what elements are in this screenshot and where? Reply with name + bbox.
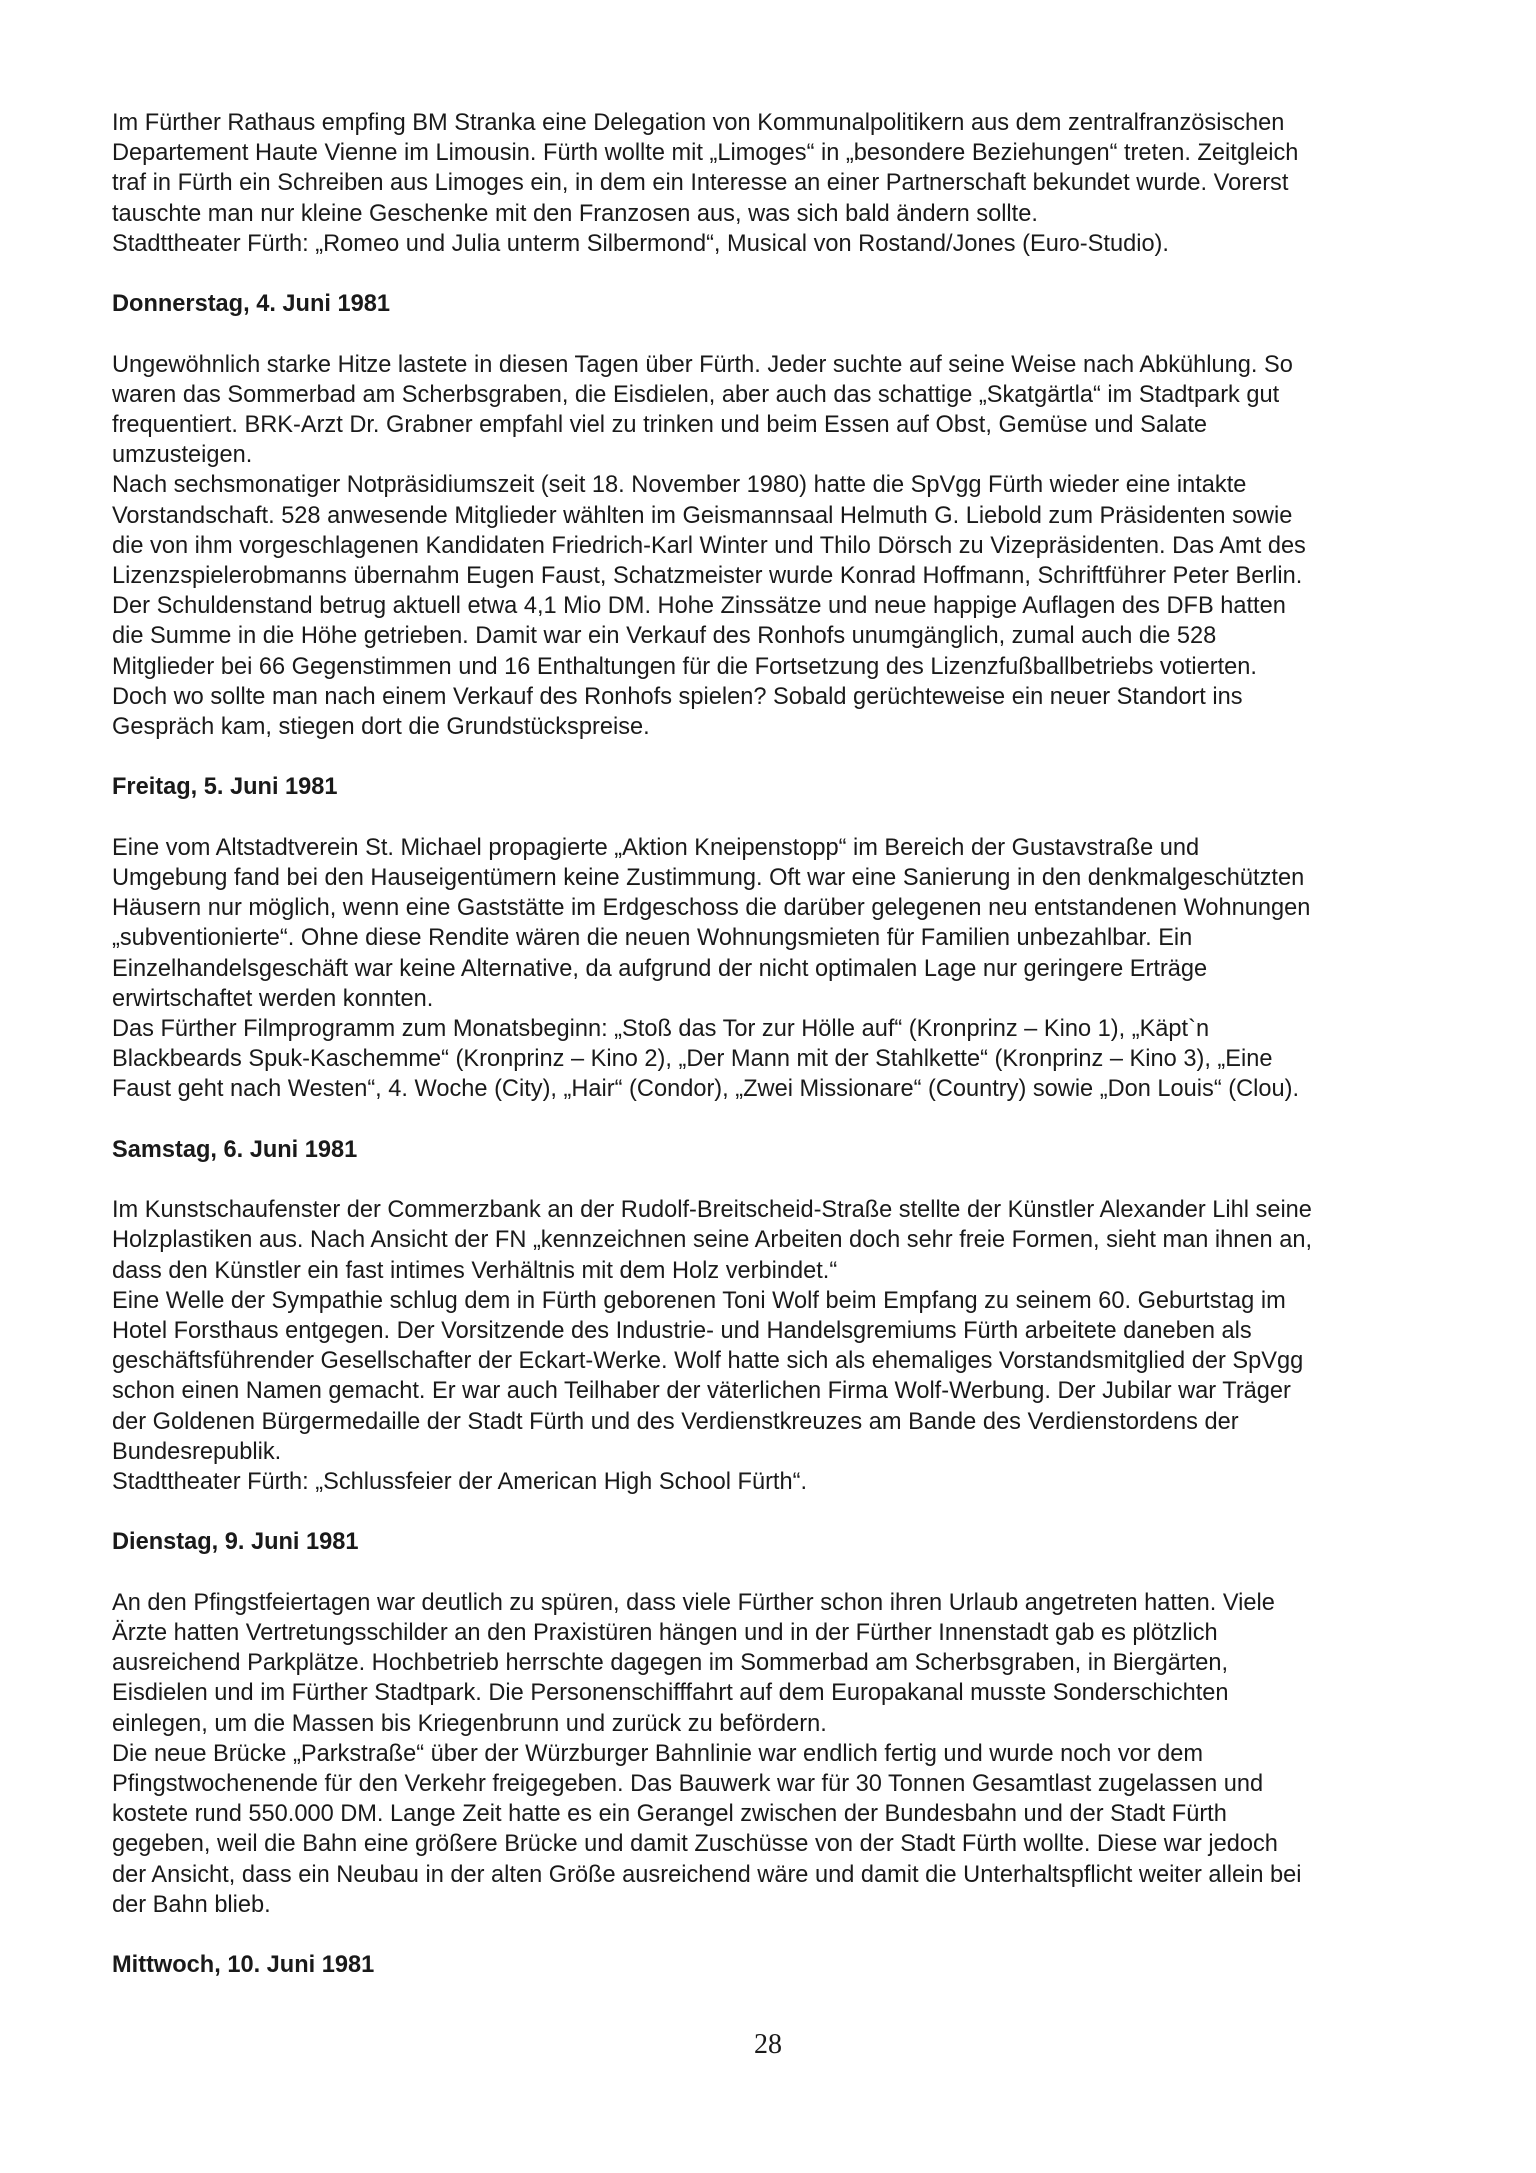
section-heading-friday: Freitag, 5. Juni 1981 (112, 774, 338, 801)
section-friday-paragraph: Das Fürther Filmprogramm zum Monatsbeginn: „Stoß das Tor zur Hölle auf“ (Kronprinz – Kino 1), „Käpt`n Blackbeards Spuk-Kaschemme“ (Kronprinz – Kino 2), „Der Mann mit der Stahlkette“ (Kronprinz – Kino 3), „Eine Faust geht nach Westen“, 4. Woche (City), „Hair“ (Condor), „Zwei Missionare“ (Country) sowie „Don Louis“ (Clou). (112, 1016, 1300, 1103)
section-thursday-paragraph: Nach sechsmonatiger Notpräsidiumszeit (seit 18. November 1980) hatte die SpVgg Fürth wieder eine intakte Vorstandschaft. 528 anwesende Mitglieder wählten im Geismannsaal Helmuth G. Liebold zum Präsidenten sowie die von ihm vorgeschlagenen Kandidaten Friedrich-Karl Winter und Thilo Dörsch zu Vizepräsidenten. Das Amt des Lizenzspielerobmanns übernahm Eugen Faust, Schatzmeister wurde Konrad Hoffmann, Schriftführer Peter Berlin. Der Schuldenstand betrug aktuell etwa 4,1 Mio DM. Hohe Zinssätze und neue happige Auflagen des DFB hatten die Summe in die Höhe getrieben. Damit war ein Verkauf des Ronhofs unumgänglich, zumal auch die 528 Mitglieder bei 66 Gegenstimmen und 16 Enthaltungen für die Fortsetzung des Lizenzfußballbetriebs votierten. Doch wo sollte man nach einem Verkauf des Ronhofs spielen? Sobald gerüchteweise ein neuer Standort ins Gespräch kam, stiegen dort die Grundstückspreise. (112, 472, 1306, 741)
section-tuesday-paragraph: Die neue Brücke „Parkstraße“ über der Würzburger Bahnlinie war endlich fertig und wurde noch vor dem Pfingstwochenende für den Verkehr freigegeben. Das Bauwerk war für 30 Tonnen Gesamtlast zugelassen und kostete rund 550.000 DM. Lange Zeit hatte es ein Gerangel zwischen der Bundesbahn und der Stadt Fürth gegeben, weil die Bahn eine größere Brücke und damit Zuschüsse von der Stadt Fürth wollte. Diese war jedoch der Ansicht, dass ein Neubau in der alten Größe ausreichend wäre und damit die Unterhaltspflicht weiter allein bei der Bahn blieb. (112, 1740, 1302, 1918)
section-friday-paragraph: Eine vom Altstadtverein St. Michael propagierte „Aktion Kneipenstopp“ im Bereich der Gustavstraße und Umgebung fand bei den Hauseigentümern keine Zustimmung. Oft war eine Sanierung in den denkmalgeschützten Häusern nur möglich, wenn eine Gaststätte im Erdgeschoss die darüber gelegenen neu entstandenen Wohnungen „subventionierte“. Ohne diese Rendite wären die neuen Wohnungsmieten für Familien unbezahlbar. Ein Einzelhandelsgeschäft war keine Alternative, da aufgrund der nicht optimalen Lage nur geringere Erträge erwirtschaftet werden konnten. (112, 834, 1311, 1012)
intro-paragraph: Im Fürther Rathaus empfing BM Stranka eine Delegation von Kommunalpolitikern aus dem zentralfranzösischen Departement Haute Vienne im Limousin. Fürth wollte mit „Limoges“ in „besondere Beziehungen“ treten. Zeitgleich traf in Fürth ein Schreiben aus Limoges ein, in dem ein Interesse an einer Partnerschaft bekundet wurde. Vorerst tauschte man nur kleine Geschenke mit den Franzosen aus, was sich bald ändern sollte. (112, 110, 1299, 227)
section-tuesday-paragraph: An den Pfingstfeiertagen war deutlich zu spüren, dass viele Fürther schon ihren Urlaub angetreten hatten. Viele Ärzte hatten Vertretungsschilder an den Praxistüren hängen und in der Fürther Innenstadt gab es plötzlich ausreichend Parkplätze. Hochbetrieb herrschte dagegen im Sommerbad am Scherbsgraben, in Biergärten, Eisdielen und im Fürther Stadtpark. Die Personenschifffahrt auf dem Europakanal musste Sonderschichten einlegen, um die Massen bis Kriegenbrunn und zurück zu befördern. (112, 1589, 1275, 1737)
section-heading-wednesday: Mittwoch, 10. Juni 1981 (112, 1952, 375, 1979)
section-heading-saturday: Samstag, 6. Juni 1981 (112, 1136, 358, 1163)
section-saturday-paragraph: Stadttheater Fürth: „Schlussfeier der American High School Fürth“. (112, 1469, 808, 1496)
section-heading-tuesday: Dienstag, 9. Juni 1981 (112, 1529, 359, 1556)
intro-theater-note: Stadttheater Fürth: „Romeo und Julia unterm Silbermond“, Musical von Rostand/Jones (Euro-Studio). (112, 230, 1169, 257)
section-saturday-paragraph: Im Kunstschaufenster der Commerzbank an der Rudolf-Breitscheid-Straße stellte der Künstler Alexander Lihl seine Holzplastiken aus. Nach Ansicht der FN „kennzeichnen seine Arbeiten doch sehr freie Formen, sieht man ihnen an, dass den Künstler ein fast intimes Verhältnis mit dem Holz verbindet.“ (112, 1197, 1312, 1284)
section-heading-thursday: Donnerstag, 4. Juni 1981 (112, 291, 390, 318)
section-thursday-paragraph: Ungewöhnlich starke Hitze lastete in diesen Tagen über Fürth. Jeder suchte auf seine Weise nach Abkühlung. So waren das Sommerbad am Scherbsgraben, die Eisdielen, aber auch das schattige „Skatgärtla“ im Stadtpark gut frequentiert. BRK-Arzt Dr. Grabner empfahl viel zu trinken und beim Essen auf Obst, Gemüse und Salate umzusteigen. (112, 351, 1293, 469)
page-number: 28 (754, 2029, 782, 2060)
document-page (112, 108, 1437, 2011)
section-saturday-paragraph: Eine Welle der Sympathie schlug dem in Fürth geborenen Toni Wolf beim Empfang zu seinem 60. Geburtstag im Hotel Forsthaus entgegen. Der Vorsitzende des Industrie- und Handelsgremiums Fürth arbeitete daneben als geschäftsführender Gesellschafter der Eckart-Werke. Wolf hatte sich als ehemaliges Vorstandsmitglied der SpVgg schon einen Namen gemacht. Er war auch Teilhaber der väterlichen Firma Wolf-Werbung. Der Jubilar war Träger der Goldenen Bürgermedaille der Stadt Fürth und des Verdienstkreuzes am Bande des Verdienstordens der Bundesrepublik. (112, 1287, 1304, 1465)
